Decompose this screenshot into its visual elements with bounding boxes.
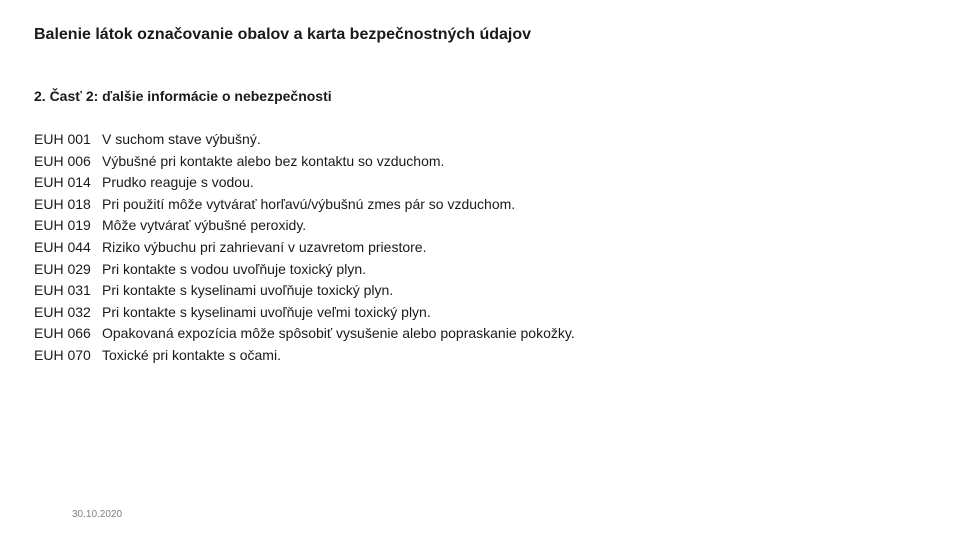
statement-code: EUH 014 [34, 174, 91, 191]
statement-text: Môže vytvárať výbušné peroxidy. [102, 217, 307, 234]
statement-text: Opakovaná expozícia môže spôsobiť vysušenie alebo popraskanie pokožky. [102, 325, 575, 342]
hazard-statement-list [34, 129, 575, 367]
statement-text: Riziko výbuchu pri zahrievaní v uzavretom priestore. [102, 238, 427, 255]
statement-code: EUH 032 [34, 303, 91, 320]
statement-code: EUH 006 [34, 152, 91, 169]
statement-text: Pri použití môže vytvárať horľavú/výbušnú zmes pár so vzduchom. [102, 195, 516, 212]
statement-code: EUH 019 [34, 217, 91, 234]
statement-code: EUH 001 [34, 131, 91, 147]
statement-text: Pri kontakte s kyselinami uvoľňuje veľmi toxický plyn. [102, 303, 431, 320]
statement-text: Výbušné pri kontakte alebo bez kontaktu so vzduchom. [102, 152, 445, 169]
hazard-statement [34, 323, 575, 345]
statement-code: EUH 070 [34, 346, 91, 363]
hazard-statement [34, 129, 575, 151]
hazard-statement [34, 151, 575, 173]
hazard-statement [34, 194, 575, 216]
hazard-statement [34, 302, 575, 324]
statement-text: Prudko reaguje s vodou. [102, 174, 254, 191]
statement-text: Pri kontakte s vodou uvoľňuje toxický plyn. [102, 260, 366, 277]
slide-title: Balenie látok označovanie obalov a karta bezpečnostných údajov [34, 26, 532, 43]
statement-code: EUH 018 [34, 195, 91, 212]
section-heading: 2. Časť 2: ďalšie informácie o nebezpečnosti [34, 88, 332, 104]
statement-text: V suchom stave výbušný. [102, 131, 261, 147]
hazard-statement [34, 259, 575, 281]
hazard-statement [34, 280, 575, 302]
statement-code: EUH 066 [34, 325, 91, 342]
hazard-statement [34, 345, 575, 367]
statement-code: EUH 031 [34, 282, 91, 299]
statement-code: EUH 044 [34, 238, 91, 255]
slide-date: 30.10.2020 [72, 509, 123, 520]
hazard-statement [34, 172, 575, 194]
statement-text: Pri kontakte s kyselinami uvoľňuje toxický plyn. [102, 282, 394, 299]
hazard-statement [34, 237, 575, 259]
hazard-statement [34, 215, 575, 237]
statement-code: EUH 029 [34, 260, 91, 277]
statement-text: Toxické pri kontakte s očami. [102, 346, 281, 363]
